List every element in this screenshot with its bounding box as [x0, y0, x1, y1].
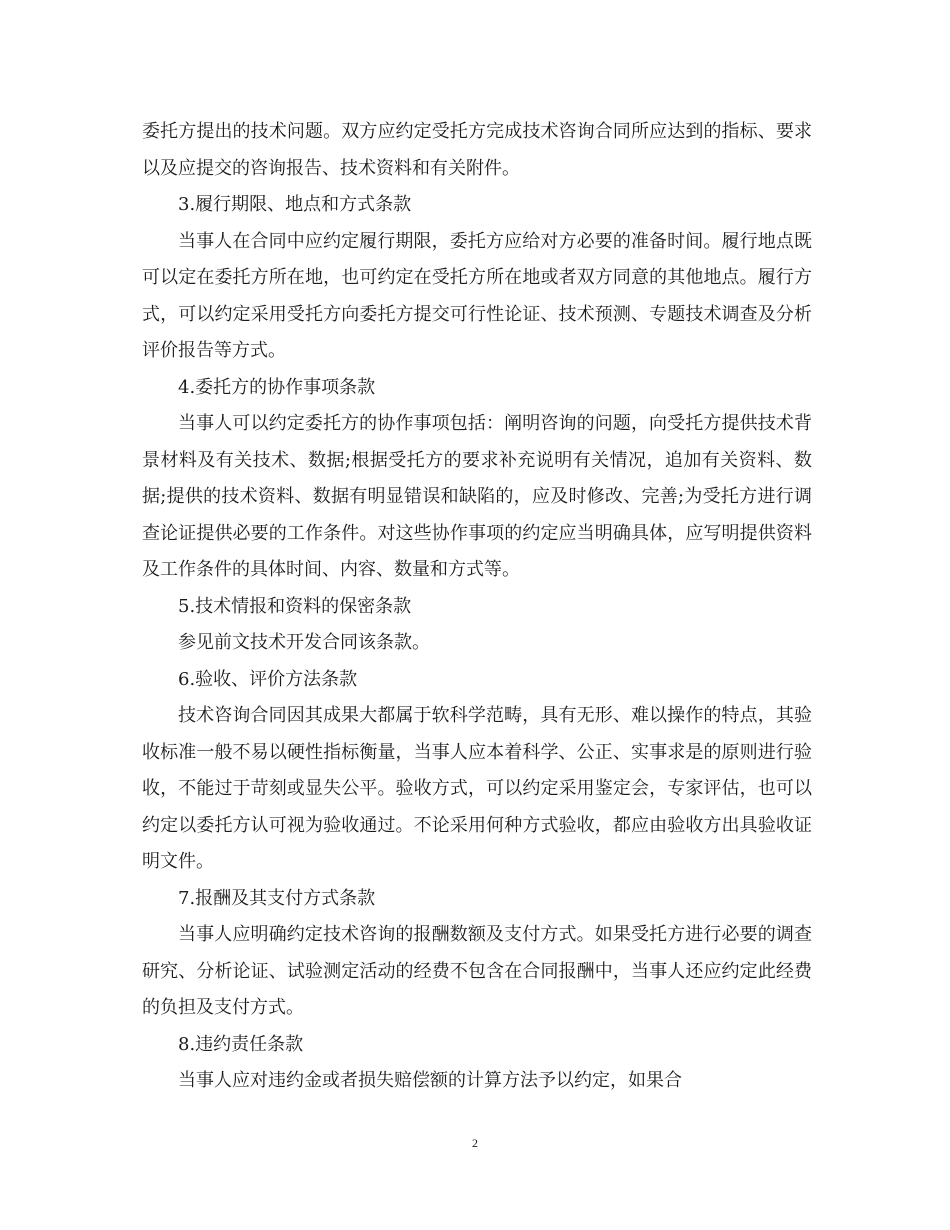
section-heading-6: 6.验收、评价方法条款: [178, 668, 358, 690]
page-number: 2: [472, 1136, 478, 1150]
paragraph: 当事人可以约定委托方的协作事项包括：阐明咨询的问题，向受托方提供技术背景材料及有关技术、数据;根据受托方的要求补充说明有关情况，追加有关资料、数据;提供的技术资料、数据有明显错误和缺陷的，应及时修改、完善;为受托方进行调查论证提供必要的工作条件。对这些协作事项的约定应当明确具体，应写明提供资料及工作条件的具体时间、内容、数量和方式等。: [142, 413, 812, 580]
section-heading-3: 3.履行期限、地点和方式条款: [178, 194, 412, 215]
section-heading-7: 7.报酬及其支付方式条款: [178, 887, 376, 909]
section-heading-5: 5.技术情报和资料的保密条款: [178, 595, 412, 617]
paragraph: 委托方提出的技术问题。双方应约定受托方完成技术咨询合同所应达到的指标、要求以及应提交的咨询报告、技术资料和有关附件。: [142, 121, 812, 179]
section-heading-4: 4.委托方的协作事项条款: [178, 376, 376, 398]
paragraph: 参见前文技术开发合同该条款。: [178, 632, 430, 653]
paragraph: 当事人在合同中应约定履行期限，委托方应给对方必要的准备时间。履行地点既可以定在委托方所在地，也可约定在受托方所在地或者双方同意的其他地点。履行方式，可以约定采用受托方向委托方提交可行性论证、技术预测、专题技术调查及分析评价报告等方式。: [142, 230, 812, 361]
section-heading-8: 8.违约责任条款: [178, 1033, 304, 1055]
document-body: [142, 114, 812, 1100]
paragraph: 技术咨询合同因其成果大都属于软科学范畴，具有无形、难以操作的特点，其验收标准一般不易以硬性指标衡量，当事人应本着科学、公正、实事求是的原则进行验收，不能过于苛刻或显失公平。验收方式，可以约定采用鉴定会，专家评估，也可以约定以委托方认可视为验收通过。不论采用何种方式验收，都应由验收方出具验收证明文件。: [142, 705, 812, 872]
paragraph: 当事人应明确约定技术咨询的报酬数额及支付方式。如果受托方进行必要的调查研究、分析论证、试验测定活动的经费不包含在合同报酬中，当事人还应约定此经费的负担及支付方式。: [142, 924, 812, 1018]
paragraph: 当事人应对违约金或者损失赔偿额的计算方法予以约定，如果合: [178, 1070, 682, 1091]
